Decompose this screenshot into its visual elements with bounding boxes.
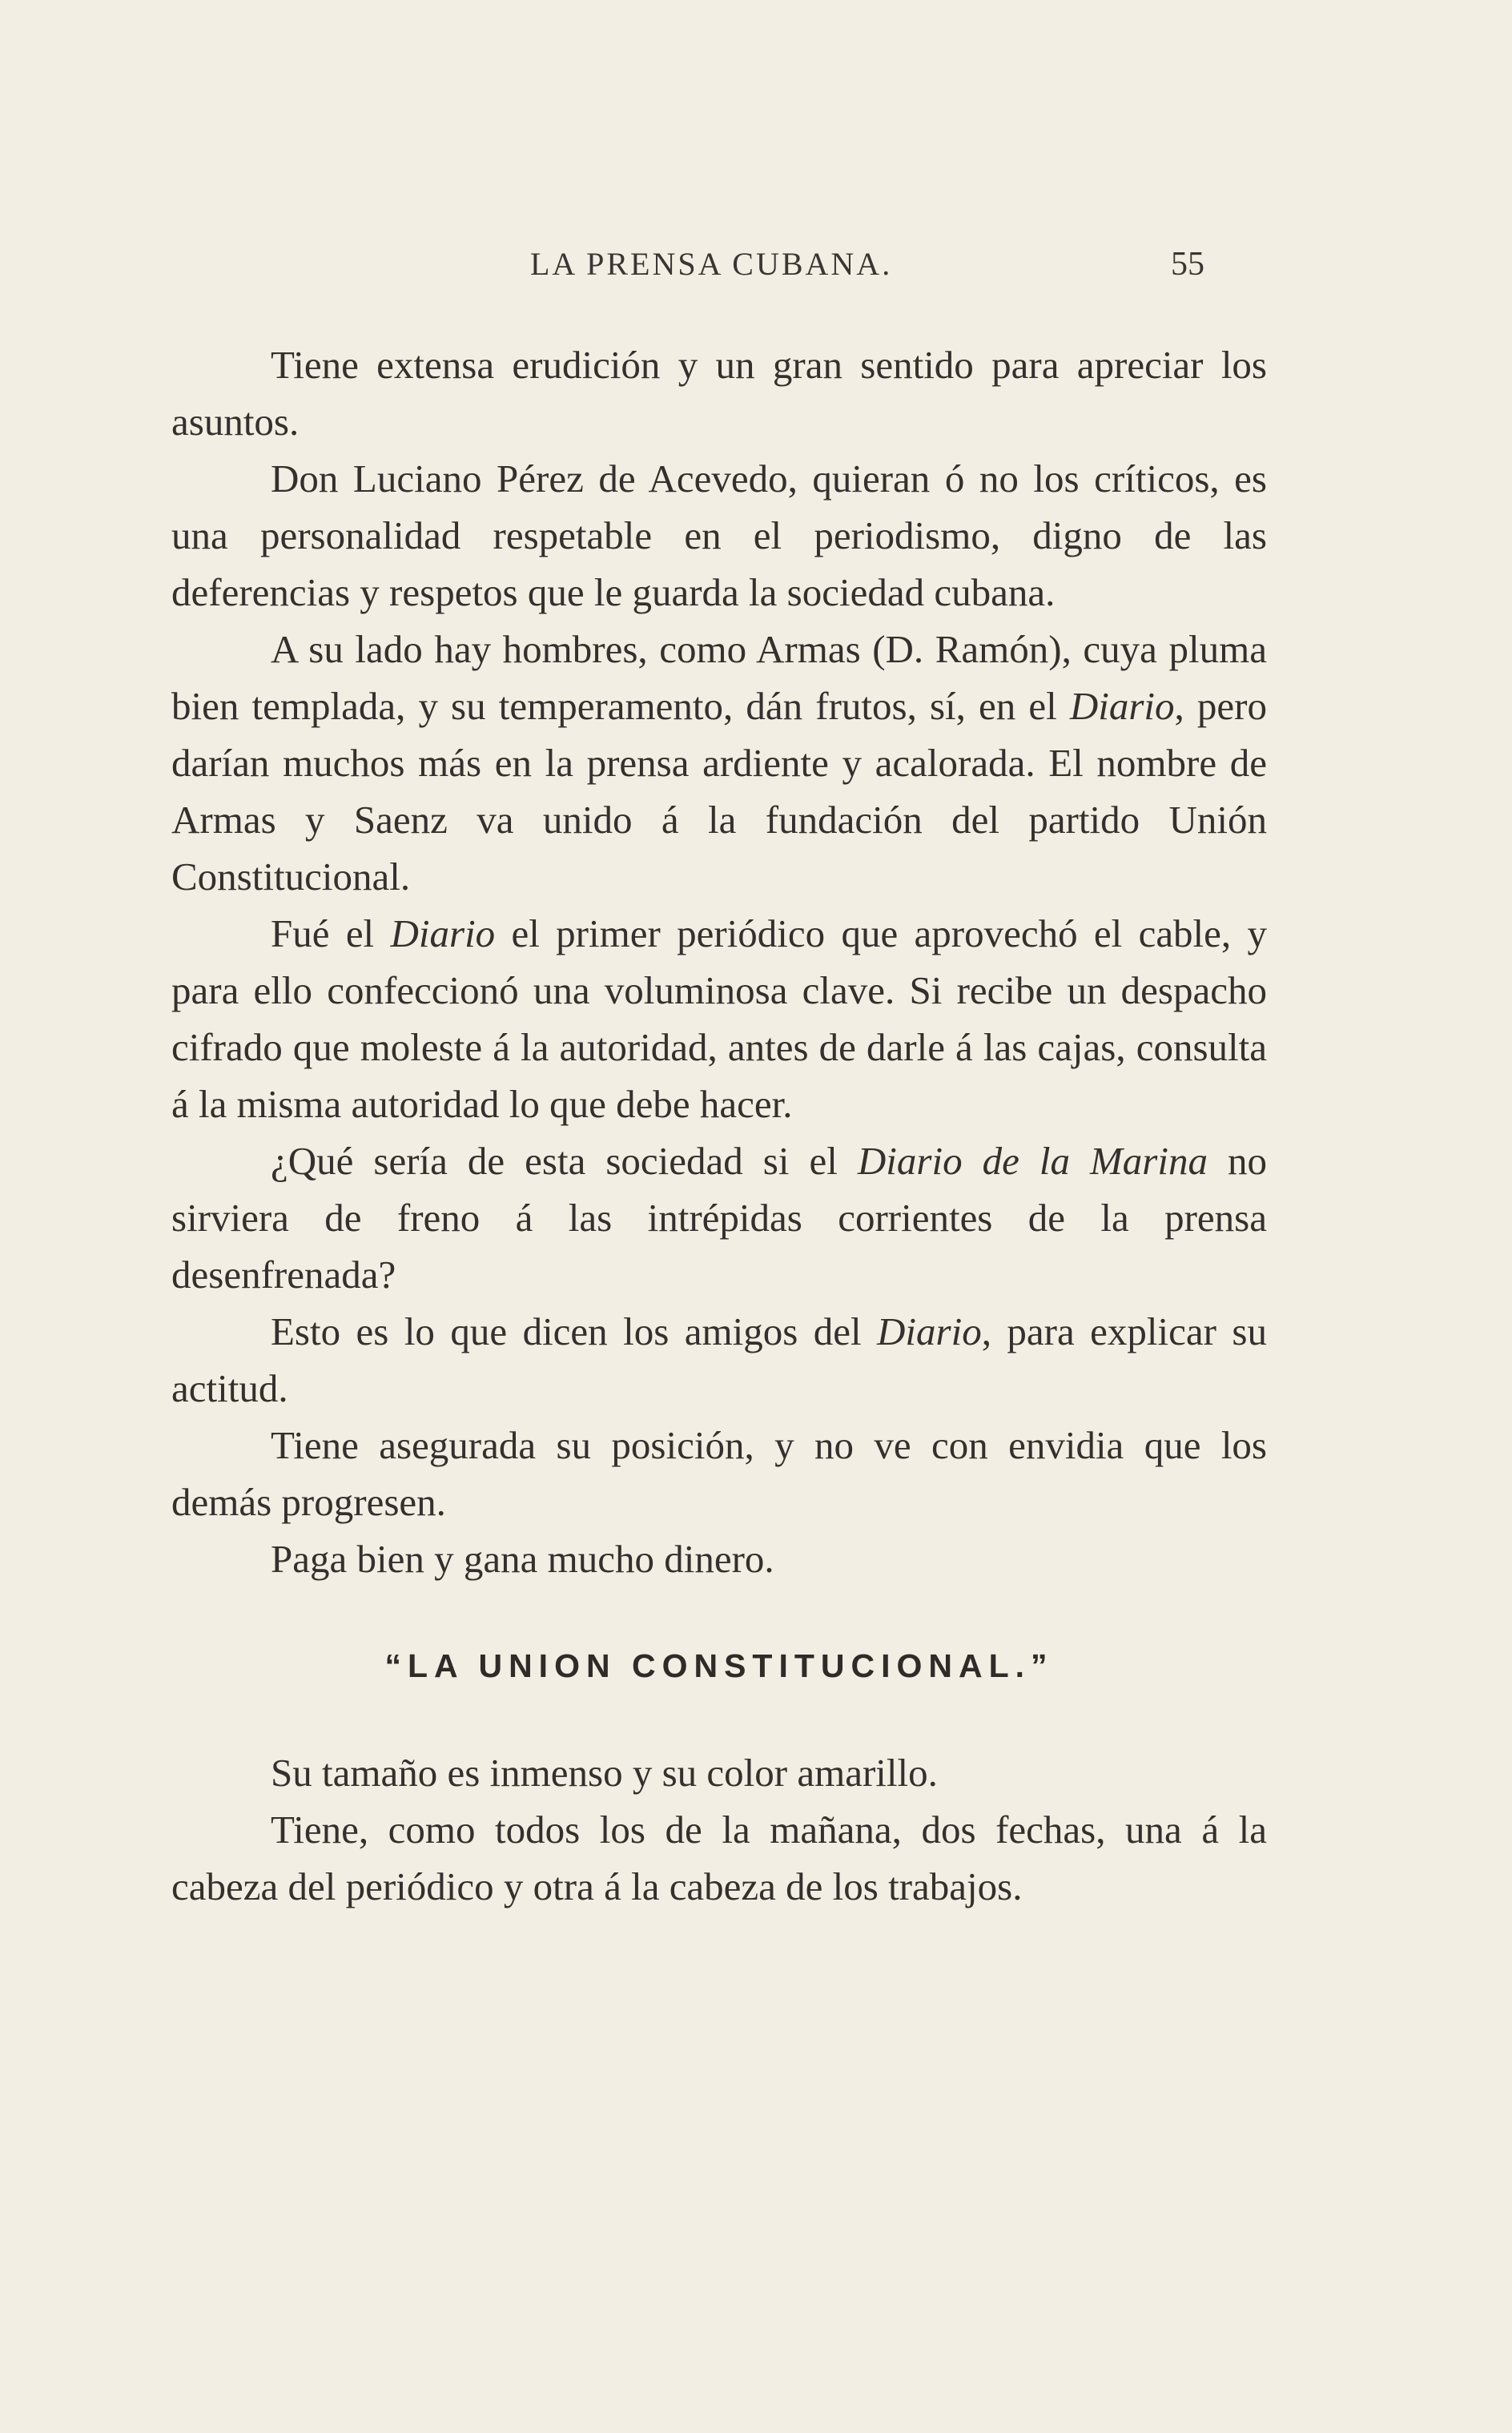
paragraph-2: Don Luciano Pérez de Acevedo, quieran ó no los críticos, es una personalidad respetable en el periodismo, digno de las deferencias y respetos que le guarda la sociedad cubana.	[171, 456, 1267, 614]
section-title: “LA UNION CONSTITUCIONAL.”	[384, 1647, 1054, 1684]
section-paragraph-2: Tiene, como todos los de la mañana, dos fechas, una á la cabeza del periódico y otra á la cabeza de los trabajos.	[171, 1808, 1267, 1908]
body-text	[171, 336, 1267, 1915]
paragraph-4: Fué el Diario el primer periódico que aprovechó el cable, y para ello confeccionó una voluminosa clave. Si recibe un despacho cifrado que moleste á la autoridad, antes de darle á las cajas, consulta á la misma autoridad lo que debe hacer.	[171, 911, 1267, 1126]
paragraph-6: Esto es lo que dicen los amigos del Diario, para explicar su actitud.	[171, 1309, 1267, 1410]
page-header	[0, 245, 1512, 293]
section-paragraph-1: Su tamaño es inmenso y su color amarillo.	[271, 1751, 938, 1795]
paragraph-7: Tiene asegurada su posición, y no ve con envidia que los demás progresen.	[171, 1423, 1267, 1524]
paragraph-3: A su lado hay hombres, como Armas (D. Ramón), cuya pluma bien templada, y su temperamento, dán frutos, sí, en el Diario, pero darían muchos más en la prensa ardiente y acalorada. El nombre de Armas y Saenz va unido á la fundación del partido Unión Constitucional.	[171, 627, 1267, 899]
running-head: LA PRENSA CUBANA.	[530, 246, 893, 282]
paragraph-5: ¿Qué sería de esta sociedad si el Diario de la Marina no sirviera de freno á las intrépidas corrientes de la prensa desenfrenada?	[171, 1139, 1267, 1297]
paragraph-1: Tiene extensa erudición y un gran sentido para apreciar los asuntos.	[171, 343, 1267, 444]
page-number: 55	[1171, 246, 1204, 283]
paragraph-8: Paga bien y gana mucho dinero.	[271, 1537, 774, 1581]
